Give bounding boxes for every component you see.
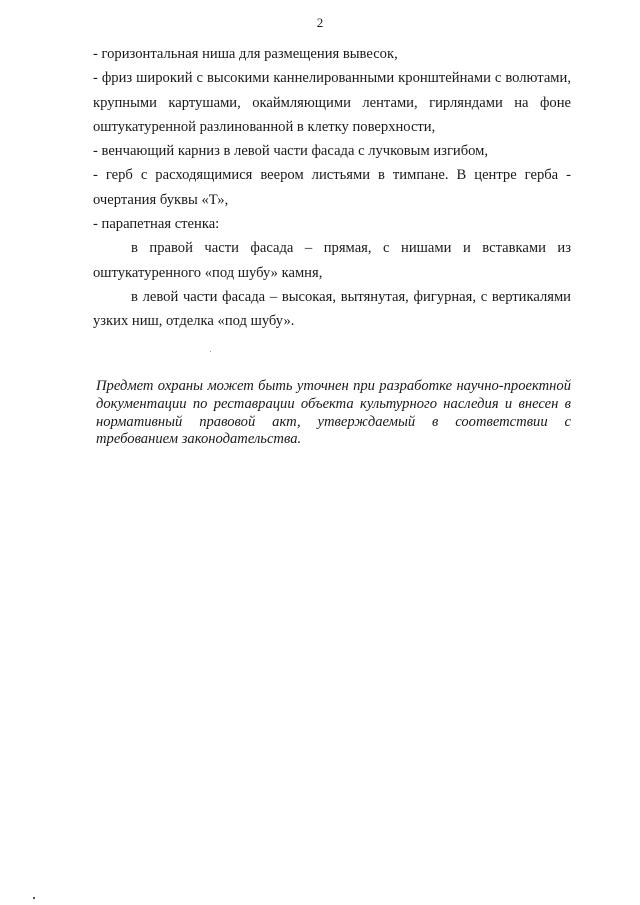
- list-item-cornice: - венчающий карниз в левой части фасада с лучковым изгибом,: [93, 143, 489, 160]
- list-item-parapet: - парапетная стенка:: [93, 216, 220, 233]
- parapet-right-part: в правой части фасада – прямая, с нишами и вставками из оштукатуренного «под шубу» камня,: [93, 240, 571, 281]
- scan-speck: [210, 351, 211, 352]
- document-body: [93, 42, 571, 334]
- page-number: 2: [316, 15, 324, 30]
- list-item-frieze: - фриз широкий с высокими каннелированными кронштейнами с волютами, крупными картушами, окаймляющими лентами, гирляндами на фоне оштукатуренной разлинованной в клетку поверхности,: [93, 70, 571, 135]
- list-item-signage-niche: - горизонтальная ниша для размещения вывесок,: [93, 46, 398, 62]
- parapet-left-part: в левой части фасада – высокая, вытянутая, фигурная, с вертикалями узких ниш, отделка «под шубу».: [93, 288, 571, 330]
- scan-corner-mark: [33, 897, 35, 899]
- list-item-coat-of-arms: - герб с расходящимися веером листьями в тимпане. В центре герба - очертания буквы «Т»,: [93, 167, 571, 208]
- protection-note: Предмет охраны может быть уточнен при разработке научно-проектной документации по реставрации объекта культурного наследия и внесен в нормативный правовой акт, утверждаемый в соответствии с требованием законодательства.: [96, 378, 571, 448]
